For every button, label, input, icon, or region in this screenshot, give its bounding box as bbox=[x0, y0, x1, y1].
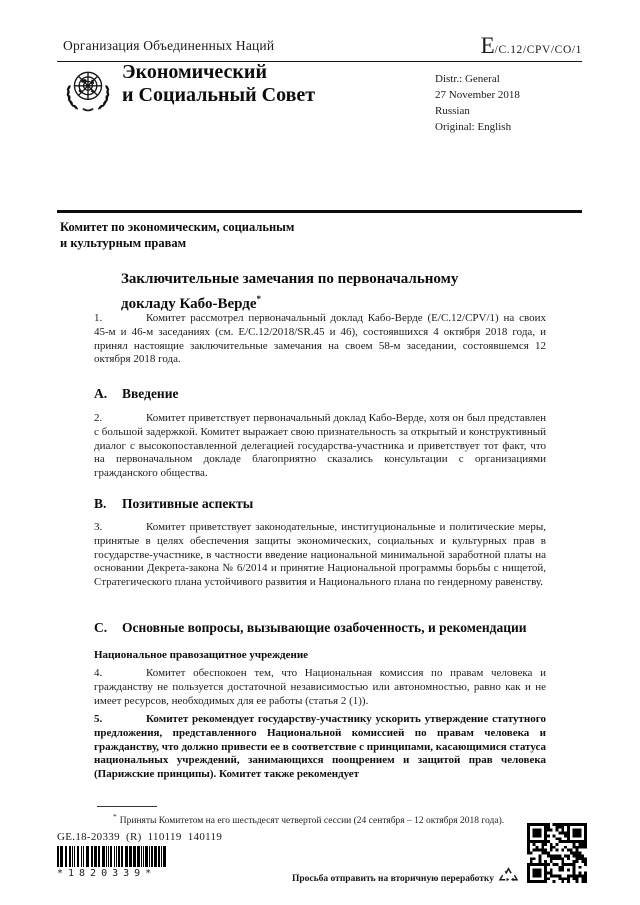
paragraph-1-text: Комитет рассмотрел первоначальный доклад Кабо-Верде (E/C.12/CPV/1) на своих 45-м и 46-м заседаниях (см. E/C.12/2018/SR.45 и 46), состоявшихся 4 октября 2018 года, и принял настоящие заключительные замечания на своем 58-м заседании, состоявшемся 12 октября 2018 года. bbox=[94, 312, 546, 366]
original-language-line: Original: English bbox=[435, 121, 512, 133]
paragraph-1-number: 1. bbox=[94, 312, 103, 324]
distr-line: Distr.: General bbox=[435, 73, 500, 85]
section-b-heading bbox=[94, 496, 564, 512]
document-title-text: Заключительные замечания по первоначальному докладу Кабо-Верде bbox=[121, 271, 459, 312]
section-c-heading bbox=[94, 620, 564, 636]
document-symbol-series: E bbox=[480, 33, 495, 58]
subheading-nhri: Национальное правозащитное учреждение bbox=[94, 649, 309, 661]
paragraph-3 bbox=[94, 521, 546, 590]
paragraph-5-number: 5. bbox=[94, 713, 103, 725]
recycle-icon bbox=[498, 866, 519, 892]
council-name-line2: и Социальный Совет bbox=[122, 84, 316, 106]
paragraph-4-number: 4. bbox=[94, 667, 103, 679]
date-line: 27 November 2018 bbox=[435, 89, 520, 101]
section-c-letter: C. bbox=[94, 620, 108, 635]
paragraph-3-text: Комитет приветствует законодательные, институциональные и политические меры, принятые в целях обеспечения защиты экономических, социальных и культурных прав в государстве-участнике, в частности введение национальной минимальной заработной платы на основании Декрета-закона № 6/2014 и принятие Национальной программы борьбы с нищетой, Стратегического плана устойчивого развития и Национального плана по гендерному равенству. bbox=[94, 521, 546, 589]
footnote-text: Приняты Комитетом на его шестьдесят четвертой сессии (24 сентября – 12 октября 2018 года). bbox=[119, 816, 505, 827]
section-a-letter: A. bbox=[94, 386, 108, 401]
un-organization-name: Организация Объединенных Наций bbox=[63, 38, 275, 53]
distribution-block bbox=[435, 71, 520, 135]
qr-code bbox=[527, 823, 587, 883]
paragraph-2-text: Комитет приветствует первоначальный доклад Кабо-Верде, хотя он был представлен с большой задержкой. Комитет выражает свою признательность за открытый и конструктивный диалог с высокопоставленной делегацией государства-участника и приветствует тот факт, что на первоначальном докладе благоприятно сказались консультации с организациями гражданского общества. bbox=[94, 412, 546, 480]
footnote bbox=[113, 812, 553, 826]
section-a-heading bbox=[94, 386, 564, 402]
masthead-divider bbox=[57, 210, 582, 213]
document-symbol-number: /C.12/CPV/CO/1 bbox=[494, 44, 582, 56]
title-footnote-marker: * bbox=[256, 294, 262, 304]
committee-name-line2: и культурным правам bbox=[60, 235, 187, 250]
un-emblem-icon bbox=[62, 65, 114, 117]
paragraph-2-number: 2. bbox=[94, 412, 103, 424]
section-b-letter: B. bbox=[94, 496, 107, 511]
section-a-title: Введение bbox=[122, 386, 179, 401]
paragraph-4 bbox=[94, 667, 546, 708]
section-c-title: Основные вопросы, вызывающие озабоченность, и рекомендации bbox=[122, 620, 527, 635]
barcode bbox=[57, 846, 169, 867]
paragraph-2 bbox=[94, 412, 546, 481]
council-name bbox=[122, 61, 315, 107]
committee-name-line1: Комитет по экономическим, социальным bbox=[60, 220, 295, 234]
council-name-line1: Экономический bbox=[122, 61, 267, 83]
paragraph-4-text: Комитет обеспокоен тем, что Национальная комиссия по правам человека и гражданству не пользуется достаточной независимостью или автономностью, равно как и не имеет ресурсов, необходимых для ее работы (статья 2 (1)). bbox=[94, 667, 546, 707]
recycle-note bbox=[292, 866, 519, 892]
recycle-note-text: Просьба отправить на вторичную переработку bbox=[292, 874, 494, 884]
section-b-title: Позитивные аспекты bbox=[122, 496, 254, 511]
language-line: Russian bbox=[435, 105, 470, 117]
paragraph-3-number: 3. bbox=[94, 521, 103, 533]
barcode-label: *1820339* bbox=[57, 868, 157, 879]
document-symbol bbox=[481, 33, 582, 59]
committee-name bbox=[60, 220, 294, 251]
paragraph-5 bbox=[94, 713, 546, 782]
footnote-rule bbox=[97, 806, 157, 807]
ge-document-code: GE.18-20339 (R) 110119 140119 bbox=[57, 831, 223, 843]
paragraph-5-text: Комитет рекомендует государству-участнику ускорить утверждение статутного предложения, представленного Национальной комиссией по правам человека и гражданству, что должно привести ее в соответствие с принципами, касающимися статуса национальных учреждений, занимающихся поощрением и защитой прав человека (Парижские принципы). Комитет также рекомендует bbox=[94, 713, 546, 781]
paragraph-1 bbox=[94, 312, 546, 367]
document-title bbox=[121, 269, 483, 314]
footnote-marker: * bbox=[113, 812, 117, 821]
